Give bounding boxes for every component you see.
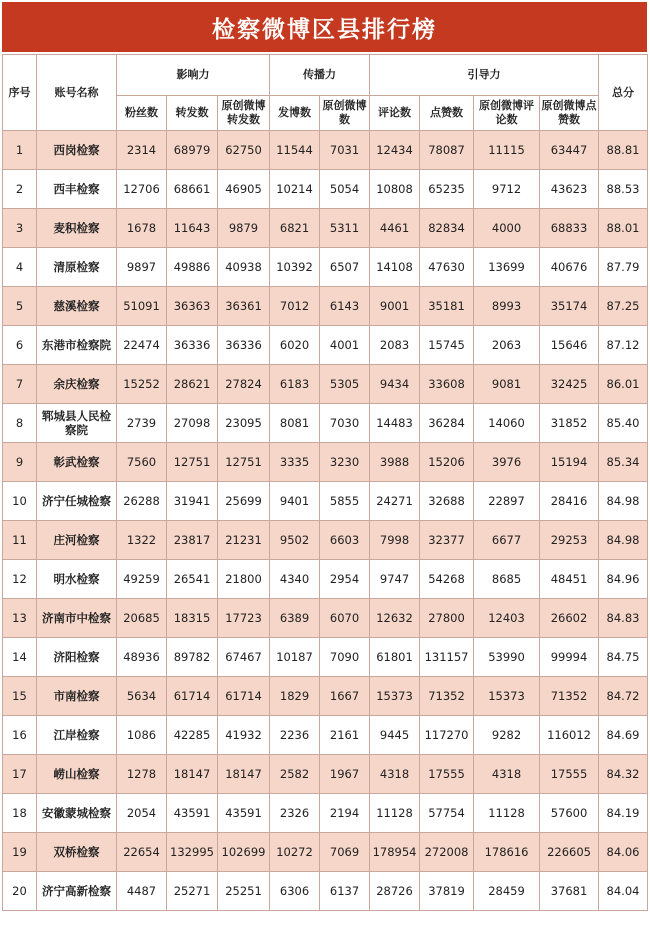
cell-reposts: 61714 [167, 677, 218, 716]
table-row [3, 248, 648, 287]
cell-account: 济阳检察 [37, 638, 117, 677]
cell-original-posts: 1967 [320, 755, 370, 794]
cell-index: 4 [3, 248, 37, 287]
cell-comments: 12434 [370, 131, 420, 170]
cell-index: 19 [3, 833, 37, 872]
cell-index: 17 [3, 755, 37, 794]
cell-fans: 1322 [117, 521, 167, 560]
cell-index: 20 [3, 872, 37, 911]
header-total: 总分 [599, 55, 648, 131]
cell-posts: 9401 [270, 482, 320, 521]
cell-comments: 14108 [370, 248, 420, 287]
cell-posts: 2236 [270, 716, 320, 755]
cell-original-posts: 7090 [320, 638, 370, 677]
cell-total: 84.83 [599, 599, 648, 638]
cell-total: 84.98 [599, 482, 648, 521]
table-row [3, 638, 648, 677]
header-reposts: 转发数 [167, 96, 218, 131]
cell-total: 87.25 [599, 287, 648, 326]
header-influence: 影响力 [117, 55, 270, 96]
cell-posts: 6306 [270, 872, 320, 911]
cell-posts: 8081 [270, 404, 320, 443]
table-row [3, 599, 648, 638]
cell-original-comments: 8993 [474, 287, 540, 326]
cell-posts: 6183 [270, 365, 320, 404]
cell-account: 双桥检察 [37, 833, 117, 872]
cell-likes: 272008 [420, 833, 474, 872]
cell-comments: 9434 [370, 365, 420, 404]
cell-account: 东港市检察院 [37, 326, 117, 365]
cell-original-posts: 5305 [320, 365, 370, 404]
cell-fans: 22474 [117, 326, 167, 365]
cell-original-likes: 63447 [540, 131, 599, 170]
cell-original-comments: 9282 [474, 716, 540, 755]
cell-fans: 1086 [117, 716, 167, 755]
cell-account: 庄河检察 [37, 521, 117, 560]
cell-total: 87.79 [599, 248, 648, 287]
cell-comments: 61801 [370, 638, 420, 677]
cell-original-posts: 6603 [320, 521, 370, 560]
cell-posts: 6821 [270, 209, 320, 248]
cell-posts: 2582 [270, 755, 320, 794]
cell-original-likes: 57600 [540, 794, 599, 833]
table-row [3, 833, 648, 872]
cell-original-comments: 11115 [474, 131, 540, 170]
cell-original-posts: 6137 [320, 872, 370, 911]
cell-fans: 2054 [117, 794, 167, 833]
table-row [3, 404, 648, 443]
cell-posts: 10272 [270, 833, 320, 872]
page-title: 检察微博区县排行榜 [2, 2, 647, 52]
cell-original-likes: 68833 [540, 209, 599, 248]
cell-posts: 6389 [270, 599, 320, 638]
cell-likes: 71352 [420, 677, 474, 716]
cell-reposts: 25271 [167, 872, 218, 911]
cell-original-posts: 2194 [320, 794, 370, 833]
cell-original-comments: 13699 [474, 248, 540, 287]
cell-reposts: 68979 [167, 131, 218, 170]
cell-original-likes: 71352 [540, 677, 599, 716]
cell-posts: 3335 [270, 443, 320, 482]
cell-original-posts: 6507 [320, 248, 370, 287]
cell-comments: 24271 [370, 482, 420, 521]
header-fans: 粉丝数 [117, 96, 167, 131]
table-row [3, 560, 648, 599]
cell-comments: 9747 [370, 560, 420, 599]
cell-account: 济宁高新检察 [37, 872, 117, 911]
cell-index: 16 [3, 716, 37, 755]
cell-posts: 9502 [270, 521, 320, 560]
cell-posts: 11544 [270, 131, 320, 170]
cell-fans: 22654 [117, 833, 167, 872]
cell-original-comments: 12403 [474, 599, 540, 638]
cell-account: 麦积检察 [37, 209, 117, 248]
cell-original-reposts: 23095 [218, 404, 270, 443]
table-row [3, 131, 648, 170]
cell-comments: 9001 [370, 287, 420, 326]
cell-posts: 4340 [270, 560, 320, 599]
cell-original-comments: 9081 [474, 365, 540, 404]
table-row [3, 794, 648, 833]
cell-reposts: 23817 [167, 521, 218, 560]
cell-original-reposts: 25251 [218, 872, 270, 911]
cell-reposts: 36336 [167, 326, 218, 365]
cell-index: 3 [3, 209, 37, 248]
cell-original-reposts: 102699 [218, 833, 270, 872]
cell-reposts: 31941 [167, 482, 218, 521]
cell-original-posts: 4001 [320, 326, 370, 365]
cell-likes: 32377 [420, 521, 474, 560]
cell-original-likes: 32425 [540, 365, 599, 404]
cell-original-comments: 4318 [474, 755, 540, 794]
cell-reposts: 49886 [167, 248, 218, 287]
cell-posts: 10187 [270, 638, 320, 677]
header-spread: 传播力 [270, 55, 370, 96]
cell-account: 清原检察 [37, 248, 117, 287]
ranking-table [2, 54, 648, 911]
cell-likes: 82834 [420, 209, 474, 248]
cell-index: 7 [3, 365, 37, 404]
cell-likes: 15206 [420, 443, 474, 482]
header-original-posts: 原创微博数 [320, 96, 370, 131]
cell-original-reposts: 43591 [218, 794, 270, 833]
cell-reposts: 89782 [167, 638, 218, 677]
cell-likes: 78087 [420, 131, 474, 170]
cell-original-likes: 116012 [540, 716, 599, 755]
table-row [3, 365, 648, 404]
cell-original-posts: 5855 [320, 482, 370, 521]
table-row [3, 521, 648, 560]
cell-likes: 36284 [420, 404, 474, 443]
cell-comments: 11128 [370, 794, 420, 833]
cell-likes: 47630 [420, 248, 474, 287]
cell-comments: 10808 [370, 170, 420, 209]
cell-original-reposts: 61714 [218, 677, 270, 716]
cell-total: 84.06 [599, 833, 648, 872]
cell-original-likes: 15646 [540, 326, 599, 365]
cell-original-posts: 3230 [320, 443, 370, 482]
cell-posts: 10392 [270, 248, 320, 287]
cell-original-likes: 15194 [540, 443, 599, 482]
cell-account: 郓城县人民检察院 [37, 404, 117, 443]
cell-original-comments: 2063 [474, 326, 540, 365]
table-row [3, 326, 648, 365]
cell-total: 84.98 [599, 521, 648, 560]
cell-fans: 20685 [117, 599, 167, 638]
cell-index: 12 [3, 560, 37, 599]
cell-posts: 6020 [270, 326, 320, 365]
cell-account: 市南检察 [37, 677, 117, 716]
cell-index: 9 [3, 443, 37, 482]
cell-total: 84.32 [599, 755, 648, 794]
cell-comments: 7998 [370, 521, 420, 560]
cell-index: 14 [3, 638, 37, 677]
cell-fans: 4487 [117, 872, 167, 911]
cell-likes: 33608 [420, 365, 474, 404]
cell-account: 余庆检察 [37, 365, 117, 404]
cell-likes: 27800 [420, 599, 474, 638]
cell-original-reposts: 21231 [218, 521, 270, 560]
cell-index: 1 [3, 131, 37, 170]
cell-likes: 32688 [420, 482, 474, 521]
cell-original-reposts: 25699 [218, 482, 270, 521]
cell-comments: 2083 [370, 326, 420, 365]
cell-original-likes: 28416 [540, 482, 599, 521]
cell-original-reposts: 40938 [218, 248, 270, 287]
cell-reposts: 42285 [167, 716, 218, 755]
cell-comments: 15373 [370, 677, 420, 716]
cell-fans: 48936 [117, 638, 167, 677]
table-row [3, 170, 648, 209]
cell-account: 明水检察 [37, 560, 117, 599]
cell-original-comments: 15373 [474, 677, 540, 716]
cell-original-likes: 37681 [540, 872, 599, 911]
cell-original-comments: 3976 [474, 443, 540, 482]
cell-original-posts: 2161 [320, 716, 370, 755]
cell-original-posts: 5311 [320, 209, 370, 248]
cell-original-likes: 31852 [540, 404, 599, 443]
cell-original-reposts: 12751 [218, 443, 270, 482]
cell-comments: 4318 [370, 755, 420, 794]
cell-total: 88.53 [599, 170, 648, 209]
table-row [3, 287, 648, 326]
cell-original-reposts: 21800 [218, 560, 270, 599]
cell-reposts: 43591 [167, 794, 218, 833]
cell-original-posts: 2954 [320, 560, 370, 599]
cell-fans: 5634 [117, 677, 167, 716]
cell-likes: 37819 [420, 872, 474, 911]
cell-reposts: 26541 [167, 560, 218, 599]
cell-original-posts: 7031 [320, 131, 370, 170]
table-row [3, 716, 648, 755]
cell-posts: 7012 [270, 287, 320, 326]
cell-original-posts: 7030 [320, 404, 370, 443]
cell-fans: 15252 [117, 365, 167, 404]
cell-original-likes: 226605 [540, 833, 599, 872]
cell-index: 2 [3, 170, 37, 209]
cell-original-comments: 4000 [474, 209, 540, 248]
cell-comments: 12632 [370, 599, 420, 638]
cell-posts: 2326 [270, 794, 320, 833]
cell-total: 84.04 [599, 872, 648, 911]
cell-original-likes: 99994 [540, 638, 599, 677]
table-row [3, 755, 648, 794]
cell-original-reposts: 27824 [218, 365, 270, 404]
cell-original-posts: 6143 [320, 287, 370, 326]
cell-fans: 12706 [117, 170, 167, 209]
cell-account: 慈溪检察 [37, 287, 117, 326]
cell-original-likes: 17555 [540, 755, 599, 794]
cell-original-likes: 43623 [540, 170, 599, 209]
cell-fans: 2739 [117, 404, 167, 443]
cell-likes: 54268 [420, 560, 474, 599]
cell-likes: 17555 [420, 755, 474, 794]
header-index: 序号 [3, 55, 37, 131]
table-row [3, 209, 648, 248]
cell-original-likes: 26602 [540, 599, 599, 638]
cell-original-reposts: 67467 [218, 638, 270, 677]
cell-fans: 7560 [117, 443, 167, 482]
cell-total: 85.34 [599, 443, 648, 482]
cell-original-comments: 53990 [474, 638, 540, 677]
cell-reposts: 27098 [167, 404, 218, 443]
cell-original-reposts: 62750 [218, 131, 270, 170]
header-original-reposts: 原创微博转发数 [218, 96, 270, 131]
cell-original-comments: 11128 [474, 794, 540, 833]
cell-index: 18 [3, 794, 37, 833]
cell-index: 8 [3, 404, 37, 443]
cell-index: 6 [3, 326, 37, 365]
table-row [3, 677, 648, 716]
cell-fans: 2314 [117, 131, 167, 170]
cell-comments: 4461 [370, 209, 420, 248]
cell-total: 84.69 [599, 716, 648, 755]
header-original-likes: 原创微博点赞数 [540, 96, 599, 131]
header-original-comments: 原创微博评论数 [474, 96, 540, 131]
table-row [3, 443, 648, 482]
cell-reposts: 11643 [167, 209, 218, 248]
cell-reposts: 12751 [167, 443, 218, 482]
cell-original-reposts: 36361 [218, 287, 270, 326]
cell-account: 济宁任城检察 [37, 482, 117, 521]
cell-total: 85.40 [599, 404, 648, 443]
cell-posts: 1829 [270, 677, 320, 716]
cell-account: 彰武检察 [37, 443, 117, 482]
cell-index: 10 [3, 482, 37, 521]
cell-original-reposts: 41932 [218, 716, 270, 755]
cell-original-comments: 8685 [474, 560, 540, 599]
cell-comments: 178954 [370, 833, 420, 872]
cell-original-posts: 1667 [320, 677, 370, 716]
cell-likes: 35181 [420, 287, 474, 326]
cell-fans: 26288 [117, 482, 167, 521]
cell-likes: 15745 [420, 326, 474, 365]
cell-reposts: 18315 [167, 599, 218, 638]
cell-total: 88.01 [599, 209, 648, 248]
header-comments: 评论数 [370, 96, 420, 131]
cell-account: 江岸检察 [37, 716, 117, 755]
cell-index: 5 [3, 287, 37, 326]
cell-comments: 9445 [370, 716, 420, 755]
cell-original-reposts: 36336 [218, 326, 270, 365]
cell-index: 13 [3, 599, 37, 638]
cell-original-posts: 7069 [320, 833, 370, 872]
cell-account: 济南市中检察 [37, 599, 117, 638]
cell-total: 84.72 [599, 677, 648, 716]
cell-account: 安徽蒙城检察 [37, 794, 117, 833]
cell-fans: 51091 [117, 287, 167, 326]
cell-index: 15 [3, 677, 37, 716]
header-likes: 点赞数 [420, 96, 474, 131]
table-body [3, 131, 648, 911]
cell-original-posts: 5054 [320, 170, 370, 209]
cell-original-reposts: 46905 [218, 170, 270, 209]
cell-original-comments: 22897 [474, 482, 540, 521]
table-row [3, 872, 648, 911]
cell-total: 88.81 [599, 131, 648, 170]
cell-original-comments: 14060 [474, 404, 540, 443]
cell-original-comments: 28459 [474, 872, 540, 911]
cell-account: 西岗检察 [37, 131, 117, 170]
cell-likes: 117270 [420, 716, 474, 755]
cell-reposts: 18147 [167, 755, 218, 794]
cell-original-posts: 6070 [320, 599, 370, 638]
cell-reposts: 132995 [167, 833, 218, 872]
cell-total: 86.01 [599, 365, 648, 404]
cell-original-likes: 29253 [540, 521, 599, 560]
cell-total: 84.19 [599, 794, 648, 833]
header-account: 账号名称 [37, 55, 117, 131]
cell-fans: 1678 [117, 209, 167, 248]
cell-original-comments: 6677 [474, 521, 540, 560]
cell-reposts: 68661 [167, 170, 218, 209]
cell-comments: 28726 [370, 872, 420, 911]
cell-fans: 9897 [117, 248, 167, 287]
cell-original-comments: 9712 [474, 170, 540, 209]
cell-fans: 49259 [117, 560, 167, 599]
cell-original-comments: 178616 [474, 833, 540, 872]
cell-fans: 1278 [117, 755, 167, 794]
header-posts: 发博数 [270, 96, 320, 131]
cell-likes: 131157 [420, 638, 474, 677]
cell-total: 84.75 [599, 638, 648, 677]
cell-likes: 65235 [420, 170, 474, 209]
cell-account: 西丰检察 [37, 170, 117, 209]
cell-reposts: 28621 [167, 365, 218, 404]
cell-original-likes: 48451 [540, 560, 599, 599]
cell-original-reposts: 17723 [218, 599, 270, 638]
cell-original-reposts: 18147 [218, 755, 270, 794]
cell-original-likes: 35174 [540, 287, 599, 326]
table-row [3, 482, 648, 521]
cell-index: 11 [3, 521, 37, 560]
cell-account: 崂山检察 [37, 755, 117, 794]
cell-original-reposts: 9879 [218, 209, 270, 248]
cell-likes: 57754 [420, 794, 474, 833]
cell-posts: 10214 [270, 170, 320, 209]
cell-comments: 3988 [370, 443, 420, 482]
cell-original-likes: 40676 [540, 248, 599, 287]
cell-total: 84.96 [599, 560, 648, 599]
cell-comments: 14483 [370, 404, 420, 443]
header-guidance: 引导力 [370, 55, 599, 96]
cell-total: 87.12 [599, 326, 648, 365]
cell-reposts: 36363 [167, 287, 218, 326]
